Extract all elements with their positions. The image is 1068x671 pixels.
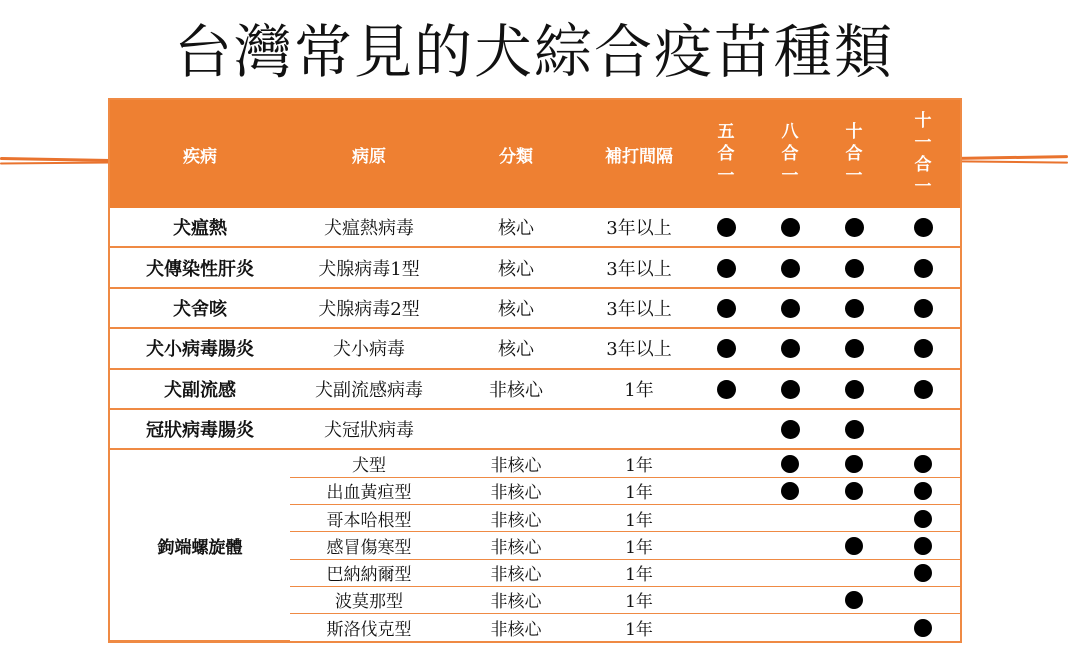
category-cell: 核心 xyxy=(448,328,584,368)
table-row xyxy=(110,208,960,247)
dot-cell xyxy=(758,586,822,613)
booster-cell: 1年 xyxy=(584,505,694,532)
included-dot-icon xyxy=(845,420,864,439)
included-dot-icon xyxy=(781,259,800,278)
dot-cell xyxy=(886,614,960,641)
dot-cell xyxy=(886,559,960,586)
dot-cell xyxy=(758,532,822,559)
included-dot-icon xyxy=(845,299,864,318)
dot-cell xyxy=(758,247,822,287)
table-row xyxy=(110,369,960,409)
included-dot-icon xyxy=(914,510,932,528)
category-cell: 非核心 xyxy=(448,369,584,409)
table-row xyxy=(110,449,960,477)
booster-cell: 3年以上 xyxy=(584,208,694,247)
header-vaccine-8in1: 八 合 一 xyxy=(758,100,822,208)
disease-cell: 犬傳染性肝炎 xyxy=(110,247,290,287)
dot-cell xyxy=(822,288,886,328)
dot-cell xyxy=(886,586,960,613)
header-disease: 疾病 xyxy=(110,100,290,208)
category-cell: 核心 xyxy=(448,208,584,247)
pathogen-cell: 犬腺病毒2型 xyxy=(290,288,448,328)
included-dot-icon xyxy=(845,339,864,358)
category-cell: 非核心 xyxy=(448,449,584,477)
disease-cell: 犬舍咳 xyxy=(110,288,290,328)
dot-cell xyxy=(694,586,758,613)
dot-cell xyxy=(886,505,960,532)
dot-cell xyxy=(694,208,758,247)
disease-cell: 冠狀病毒腸炎 xyxy=(110,409,290,449)
dot-cell xyxy=(886,328,960,368)
included-dot-icon xyxy=(781,455,799,473)
booster-cell: 1年 xyxy=(584,449,694,477)
included-dot-icon xyxy=(845,455,863,473)
dot-cell xyxy=(694,369,758,409)
header-vaccine-11in1: 十 一 合 一 xyxy=(886,100,960,208)
vaccine-table xyxy=(108,98,962,643)
dot-cell xyxy=(694,247,758,287)
decorative-line-left-2 xyxy=(0,162,112,165)
dot-cell xyxy=(822,559,886,586)
booster-cell: 3年以上 xyxy=(584,328,694,368)
dot-cell xyxy=(822,477,886,504)
dot-cell xyxy=(694,614,758,641)
booster-cell: 3年以上 xyxy=(584,288,694,328)
dot-cell xyxy=(694,328,758,368)
table-row xyxy=(110,409,960,449)
header-pathogen: 病原 xyxy=(290,100,448,208)
category-cell: 非核心 xyxy=(448,532,584,559)
header-vaccine-10in1: 十 合 一 xyxy=(822,100,886,208)
dot-cell xyxy=(694,505,758,532)
disease-cell: 犬瘟熱 xyxy=(110,208,290,247)
included-dot-icon xyxy=(845,259,864,278)
included-dot-icon xyxy=(914,455,932,473)
pathogen-cell: 犬冠狀病毒 xyxy=(290,409,448,449)
decorative-line-right xyxy=(958,155,1068,160)
booster-cell: 1年 xyxy=(584,477,694,504)
included-dot-icon xyxy=(845,482,863,500)
pathogen-cell: 犬副流感病毒 xyxy=(290,369,448,409)
included-dot-icon xyxy=(781,218,800,237)
category-cell: 非核心 xyxy=(448,586,584,613)
included-dot-icon xyxy=(914,537,932,555)
dot-cell xyxy=(694,288,758,328)
disease-cell: 犬副流感 xyxy=(110,369,290,409)
pathogen-cell: 巴納納爾型 xyxy=(290,559,448,586)
dot-cell xyxy=(758,369,822,409)
included-dot-icon xyxy=(781,482,799,500)
included-dot-icon xyxy=(914,218,933,237)
included-dot-icon xyxy=(717,218,736,237)
included-dot-icon xyxy=(845,218,864,237)
header-category: 分類 xyxy=(448,100,584,208)
category-cell: 核心 xyxy=(448,247,584,287)
dot-cell xyxy=(758,328,822,368)
header-vaccine-5in1: 五 合 一 xyxy=(694,100,758,208)
dot-cell xyxy=(886,532,960,559)
decorative-line-right-2 xyxy=(958,160,1068,163)
category-cell: 非核心 xyxy=(448,559,584,586)
included-dot-icon xyxy=(845,537,863,555)
booster-cell xyxy=(584,409,694,449)
dot-cell xyxy=(886,477,960,504)
included-dot-icon xyxy=(781,299,800,318)
header-booster: 補打間隔 xyxy=(584,100,694,208)
included-dot-icon xyxy=(845,380,864,399)
included-dot-icon xyxy=(717,339,736,358)
pathogen-cell: 犬小病毒 xyxy=(290,328,448,368)
booster-cell: 1年 xyxy=(584,559,694,586)
dot-cell xyxy=(886,409,960,449)
included-dot-icon xyxy=(914,259,933,278)
included-dot-icon xyxy=(914,339,933,358)
dot-cell xyxy=(758,449,822,477)
dot-cell xyxy=(822,614,886,641)
table-header-row xyxy=(110,100,960,208)
pathogen-cell: 哥本哈根型 xyxy=(290,505,448,532)
pathogen-cell: 犬腺病毒1型 xyxy=(290,247,448,287)
pathogen-cell: 斯洛伐克型 xyxy=(326,619,412,640)
category-cell: 非核心 xyxy=(448,505,584,532)
booster-cell: 1年 xyxy=(584,532,694,559)
included-dot-icon xyxy=(914,619,932,637)
included-dot-icon xyxy=(781,420,800,439)
included-dot-icon xyxy=(717,299,736,318)
dot-cell xyxy=(822,369,886,409)
dot-cell xyxy=(758,559,822,586)
dot-cell xyxy=(758,614,822,641)
pathogen-cell: 犬瘟熱病毒 xyxy=(290,208,448,247)
table-row xyxy=(110,328,960,368)
dot-cell xyxy=(822,328,886,368)
table-row xyxy=(110,288,960,328)
dot-cell xyxy=(694,532,758,559)
dot-cell xyxy=(822,449,886,477)
category-cell: 非核心 xyxy=(490,619,542,640)
pathogen-cell: 波莫那型 xyxy=(290,586,448,613)
disease-cell-leptospira: 鉤端螺旋體 xyxy=(110,449,290,640)
included-dot-icon xyxy=(717,259,736,278)
dot-cell xyxy=(822,586,886,613)
dot-cell xyxy=(758,505,822,532)
dot-cell xyxy=(694,477,758,504)
dot-cell xyxy=(822,505,886,532)
included-dot-icon xyxy=(781,339,800,358)
included-dot-icon xyxy=(845,591,863,609)
included-dot-icon xyxy=(914,564,932,582)
dot-cell xyxy=(886,208,960,247)
dot-cell xyxy=(758,409,822,449)
dot-cell xyxy=(758,208,822,247)
category-cell: 核心 xyxy=(448,288,584,328)
pathogen-cell: 出血黃疸型 xyxy=(290,477,448,504)
dot-cell xyxy=(822,208,886,247)
booster-cell: 1年 xyxy=(584,369,694,409)
category-cell xyxy=(448,409,584,449)
included-dot-icon xyxy=(781,380,800,399)
dot-cell xyxy=(694,409,758,449)
dot-cell xyxy=(886,369,960,409)
dot-cell xyxy=(886,449,960,477)
dot-cell xyxy=(694,449,758,477)
booster-cell: 1年 xyxy=(625,619,653,640)
dot-cell xyxy=(822,247,886,287)
dot-cell xyxy=(758,288,822,328)
pathogen-cell: 犬型 xyxy=(290,449,448,477)
included-dot-icon xyxy=(914,299,933,318)
category-cell: 非核心 xyxy=(448,477,584,504)
booster-cell: 3年以上 xyxy=(584,247,694,287)
page-title: 台灣常見的犬綜合疫苗種類 xyxy=(173,18,894,86)
included-dot-icon xyxy=(717,380,736,399)
disease-cell: 犬小病毒腸炎 xyxy=(110,328,290,368)
dot-cell xyxy=(886,247,960,287)
dot-cell xyxy=(886,288,960,328)
dot-cell xyxy=(822,532,886,559)
table-row xyxy=(110,247,960,287)
included-dot-icon xyxy=(914,482,932,500)
booster-cell: 1年 xyxy=(584,586,694,613)
included-dot-icon xyxy=(914,380,933,399)
dot-cell xyxy=(758,477,822,504)
dot-cell xyxy=(822,409,886,449)
pathogen-cell: 感冒傷寒型 xyxy=(290,532,448,559)
dot-cell xyxy=(694,559,758,586)
